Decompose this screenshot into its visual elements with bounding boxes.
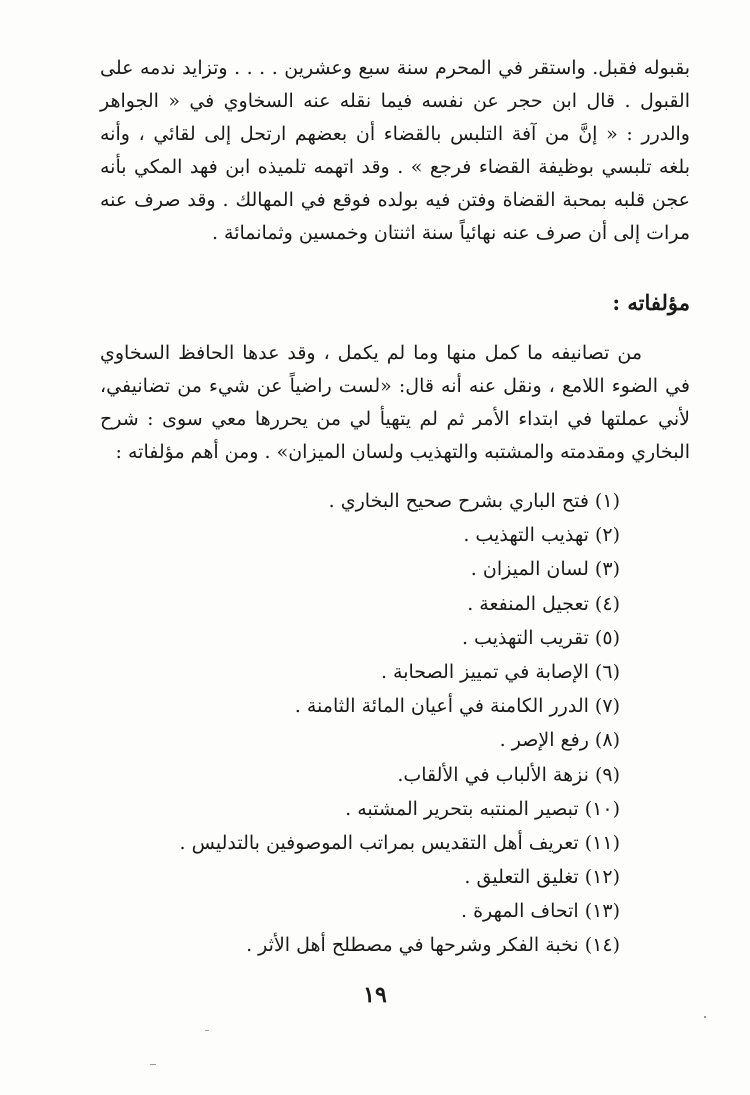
works-list-item: (١٤) نخبة الفكر وشرحها في مصطلح أهل الأثر . — [246, 934, 620, 957]
page-number: ١٩ — [363, 982, 387, 1008]
works-list-item: (١) فتح الباري بشرح صحيح البخاري . — [328, 490, 620, 512]
works-list — [120, 484, 620, 963]
works-list-item: (٥) تقريب التهذيب . — [461, 626, 620, 649]
scan-speck — [150, 1064, 156, 1065]
works-list-item: (٧) الدرر الكامنة في أعيان المائة الثامنة . — [294, 695, 620, 718]
works-list-item: (٣) لسان الميزان . — [470, 558, 620, 581]
works-list-item: (٢) تهذيب التهذيب . — [463, 524, 620, 547]
works-list-item: (٨) رفع الإصر . — [499, 729, 620, 752]
works-list-item: (١١) تعريف أهل التقديس بمراتب الموصوفين بالتدليس . — [179, 831, 620, 854]
works-intro-paragraph: من تصانيفه ما كمل منها وما لم يكمل ، وقد عدها الحافظ السخاوي في الضوء اللامع ، ونقل عنه أنه قال: «لست راضياً عن شيء من تضانيفي، لأني عملتها في ابتداء الأمر ثم لم يتهيأ لي من يحررها معي سوى : شرح البخاري ومقدمته والمشتبه والتهذيب ولسان الميزان» . ومن أهم مؤلفاته : — [100, 342, 690, 463]
works-list-item: (٩) نزهة الألباب في الألقاب. — [397, 763, 620, 786]
section-heading-works: مؤلفاته : — [612, 290, 690, 315]
scan-speck — [205, 1030, 209, 1031]
works-list-item: (٤) تعجيل المنفعة . — [467, 592, 620, 615]
works-list-item: (٦) الإصابة في تمييز الصحابة . — [380, 660, 620, 683]
works-list-item: (١٣) اتحاف المهرة . — [461, 900, 620, 923]
biography-paragraph: بقبوله فقبل. واستقر في المحرم سنة سبع وعشرين . . . . وتزايد ندمه على القبول . قال ابن حجر عن نفسه فيما نقله عنه السخاوي في « الجواهر والدرر : « إنَّ من آفة التلبس بالقضاء أن بعضهم ارتحل إلى لقائي ، وأنه بلغه تلبسي بوظيفة القضاء فرجع » . وقد اتهمه تلميذه ابن فهد المكي بأنه عجن قلبه بمحبة القضاة وفتن فيه بولده فوقع في المهالك . وقد صرف عنه مرات إلى أن صرف عنه نهائياً سنة اثنتان وخمسين وثمانمائة . — [100, 57, 690, 244]
scan-speck — [704, 1016, 706, 1018]
works-list-item: (١٠) تبصير المنتبه بتحرير المشتبه . — [345, 797, 620, 820]
works-list-item: (١٢) تغليق التعليق . — [464, 866, 620, 889]
